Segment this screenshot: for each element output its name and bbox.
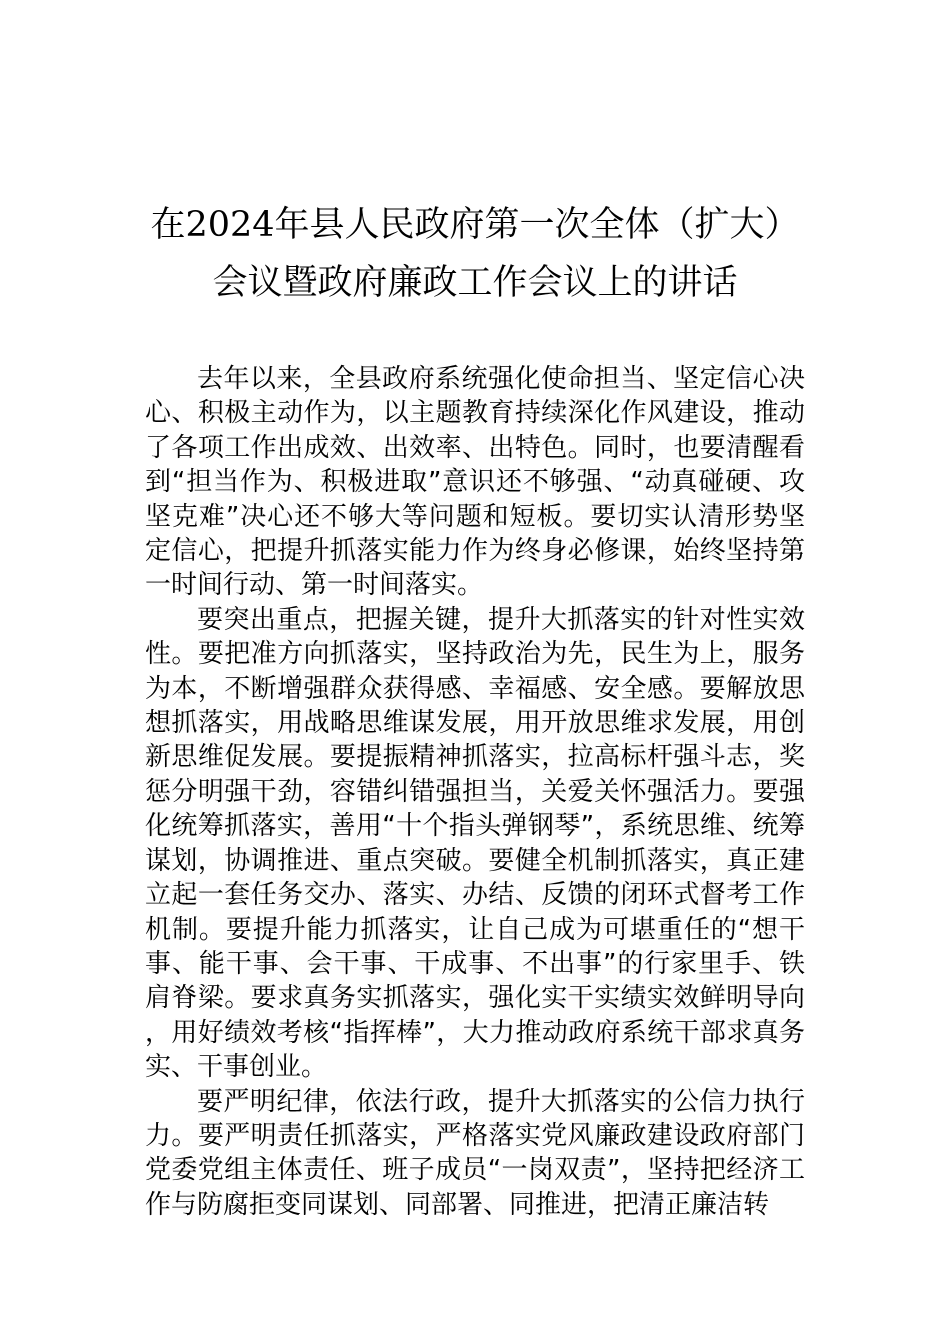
title-line-1: 在2024年县人民政府第一次全体（扩大） (150, 205, 800, 245)
title-line-2: 会议暨政府廉政工作会议上的讲话 (212, 263, 738, 303)
paragraph-1: 去年以来，全县政府系统强化使命担当、坚定信心决心、积极主动作为，以主题教育持续深化作风建设，推动了各项工作出成效、出效率、出特色。同时，也要清醒看到“担当作为、积极进取”意识还不够强、“动真碰硬、攻坚克难”决心还不够大等问题和短板。要切实认清形势坚定信心，把提升抓落实能力作为终身必修课，始终坚持第一时间行动、第一时间落实。 (145, 364, 805, 601)
paragraph-2: 要突出重点，把握关键，提升大抓落实的针对性实效性。要把准方向抓落实，坚持政治为先，民生为上，服务为本，不断增强群众获得感、幸福感、安全感。要解放思想抓落实，用战略思维谋发展，用开放思维求发展，用创新思维促发展。要提振精神抓落实，拉高标杆强斗志，奖惩分明强干劲，容错纠错强担当，关爱关怀强活力。要强化统筹抓落实，善用“十个指头弹钢琴”，系统思维、统筹谋划，协调推进、重点突破。要健全机制抓落实，真正建立起一套任务交办、落实、办结、反馈的闭环式督考工作机制。要提升能力抓落实，让自己成为可堪重任的“想干事、能干事、会干事、干成事、不出事”的行家里手、铁肩脊梁。要求真务实抓落实，强化实干实绩实效鲜明导向，用好绩效考核“指挥棒”，大力推动政府系统干部求真务实、干事创业。 (145, 604, 805, 1083)
paragraph-3: 要严明纪律，依法行政，提升大抓落实的公信力执行力。要严明责任抓落实，严格落实党风廉政建设政府部门党委党组主体责任、班子成员“一岗双责”，坚持把经济工作与防腐拒变同谋划、同部署、同推进，把清正廉洁转 (145, 1086, 805, 1220)
document-body (145, 362, 805, 1222)
document-title (80, 196, 870, 312)
